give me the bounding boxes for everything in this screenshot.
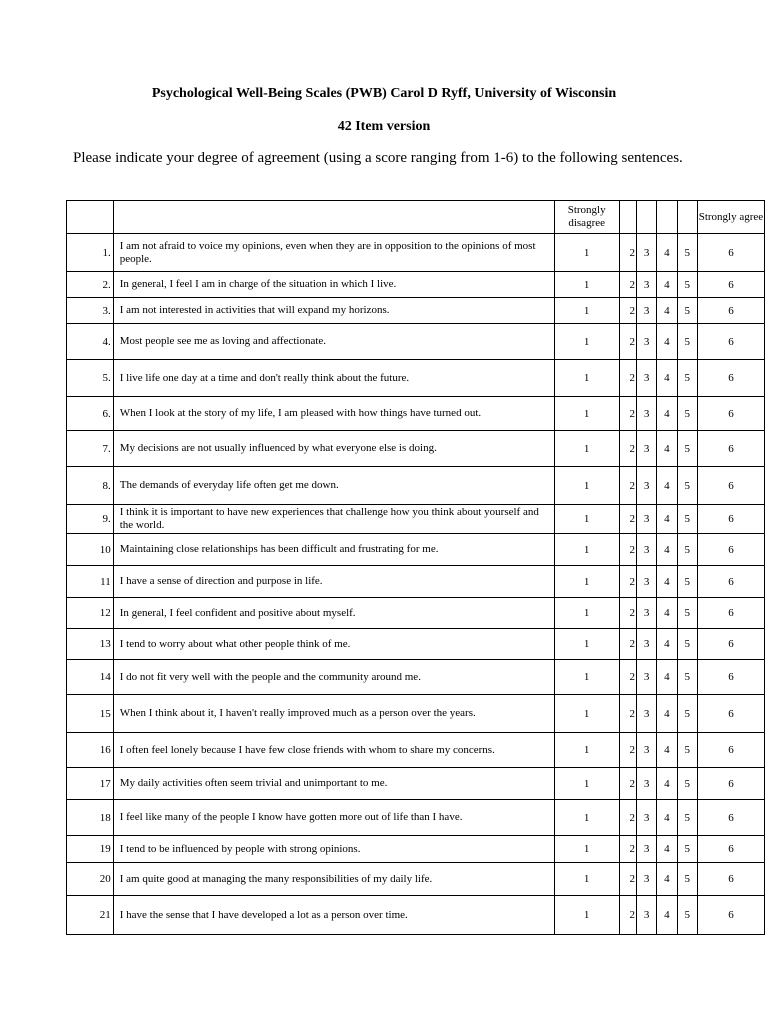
score-option-2[interactable]: 2: [619, 566, 636, 598]
score-option-3[interactable]: 3: [636, 298, 656, 324]
table-row: [67, 272, 765, 298]
score-option-1[interactable]: 1: [554, 272, 619, 298]
score-option-4[interactable]: 4: [657, 467, 677, 505]
item-statement: I have the sense that I have developed a lot as a person over time.: [113, 896, 554, 935]
item-statement: When I look at the story of my life, I am pleased with how things have turned out.: [113, 397, 554, 431]
score-option-3[interactable]: 3: [636, 660, 656, 695]
table-row: [67, 566, 765, 598]
item-statement: Most people see me as loving and affectionate.: [113, 324, 554, 360]
score-option-5[interactable]: 5: [677, 598, 697, 629]
item-statement: I do not fit very well with the people and the community around me.: [113, 660, 554, 695]
score-option-4[interactable]: 4: [657, 505, 677, 534]
score-option-6[interactable]: 6: [697, 234, 764, 272]
score-option-3[interactable]: 3: [636, 598, 656, 629]
table-row: [67, 733, 765, 768]
header-scale-3: [636, 201, 656, 234]
item-statement: In general, I feel confident and positive about myself.: [113, 598, 554, 629]
score-option-2[interactable]: 2: [619, 733, 636, 768]
score-option-5[interactable]: 5: [677, 768, 697, 800]
score-option-5[interactable]: 5: [677, 800, 697, 836]
header-number-cell: [67, 201, 114, 234]
score-option-2[interactable]: 2: [619, 505, 636, 534]
item-number: 20: [67, 863, 114, 896]
item-statement: Maintaining close relationships has been difficult and frustrating for me.: [113, 534, 554, 566]
table-row: [67, 598, 765, 629]
item-statement: I am not interested in activities that will expand my horizons.: [113, 298, 554, 324]
score-option-6[interactable]: 6: [697, 298, 764, 324]
score-option-2[interactable]: 2: [619, 360, 636, 397]
score-option-1[interactable]: 1: [554, 629, 619, 660]
survey-table: [66, 200, 765, 935]
item-statement: I think it is important to have new experiences that challenge how you think about yourself and the world.: [113, 505, 554, 534]
score-option-1[interactable]: 1: [554, 863, 619, 896]
score-option-4[interactable]: 4: [657, 397, 677, 431]
table-row: [67, 534, 765, 566]
item-number: 15: [67, 695, 114, 733]
score-option-6[interactable]: 6: [697, 505, 764, 534]
header-scale-4: [657, 201, 677, 234]
score-option-2[interactable]: 2: [619, 695, 636, 733]
item-number: 3.: [67, 298, 114, 324]
table-row: [67, 360, 765, 397]
score-option-6[interactable]: 6: [697, 896, 764, 935]
score-option-2[interactable]: 2: [619, 272, 636, 298]
score-option-1[interactable]: 1: [554, 360, 619, 397]
score-option-1[interactable]: 1: [554, 695, 619, 733]
score-option-2[interactable]: 2: [619, 598, 636, 629]
score-option-3[interactable]: 3: [636, 397, 656, 431]
header-statement-cell: [113, 201, 554, 234]
score-option-1[interactable]: 1: [554, 768, 619, 800]
score-option-6[interactable]: 6: [697, 733, 764, 768]
score-option-1[interactable]: 1: [554, 800, 619, 836]
instructions-text: Please indicate your degree of agreement (using a score ranging from 1-6) to the following sentences.: [73, 150, 683, 166]
item-number: 16: [67, 733, 114, 768]
score-option-3[interactable]: 3: [636, 733, 656, 768]
score-option-1[interactable]: 1: [554, 505, 619, 534]
item-statement: I am quite good at managing the many responsibilities of my daily life.: [113, 863, 554, 896]
item-statement: The demands of everyday life often get me down.: [113, 467, 554, 505]
table-row: [67, 695, 765, 733]
score-option-1[interactable]: 1: [554, 534, 619, 566]
score-option-6[interactable]: 6: [697, 863, 764, 896]
item-statement: I have a sense of direction and purpose in life.: [113, 566, 554, 598]
score-option-5[interactable]: 5: [677, 360, 697, 397]
score-option-4[interactable]: 4: [657, 695, 677, 733]
score-option-6[interactable]: 6: [697, 566, 764, 598]
score-option-6[interactable]: 6: [697, 431, 764, 467]
score-option-1[interactable]: 1: [554, 836, 619, 863]
item-statement: I tend to be influenced by people with strong opinions.: [113, 836, 554, 863]
item-statement: In general, I feel I am in charge of the situation in which I live.: [113, 272, 554, 298]
score-option-4[interactable]: 4: [657, 566, 677, 598]
score-option-5[interactable]: 5: [677, 431, 697, 467]
item-number: 7.: [67, 431, 114, 467]
survey-body: [67, 234, 765, 935]
score-option-5[interactable]: 5: [677, 397, 697, 431]
score-option-1[interactable]: 1: [554, 397, 619, 431]
table-row: [67, 431, 765, 467]
score-option-4[interactable]: 4: [657, 800, 677, 836]
item-number: 11: [67, 566, 114, 598]
score-option-5[interactable]: 5: [677, 733, 697, 768]
score-option-1[interactable]: 1: [554, 733, 619, 768]
score-option-3[interactable]: 3: [636, 234, 656, 272]
item-statement: I live life one day at a time and don't really think about the future.: [113, 360, 554, 397]
score-option-3[interactable]: 3: [636, 505, 656, 534]
score-option-6[interactable]: 6: [697, 598, 764, 629]
score-option-4[interactable]: 4: [657, 896, 677, 935]
score-option-5[interactable]: 5: [677, 234, 697, 272]
score-option-6[interactable]: 6: [697, 800, 764, 836]
score-option-3[interactable]: 3: [636, 360, 656, 397]
header-strongly-agree: Strongly agree: [697, 201, 764, 234]
score-option-1[interactable]: 1: [554, 324, 619, 360]
table-row: [67, 629, 765, 660]
score-option-6[interactable]: 6: [697, 467, 764, 505]
score-option-5[interactable]: 5: [677, 505, 697, 534]
table-row: [67, 505, 765, 534]
document-title: Psychological Well-Being Scales (PWB) Carol D Ryff, University of Wisconsin: [151, 86, 617, 101]
document-subtitle: 42 Item version: [337, 119, 431, 134]
score-option-4[interactable]: 4: [657, 863, 677, 896]
score-option-2[interactable]: 2: [619, 467, 636, 505]
score-option-1[interactable]: 1: [554, 298, 619, 324]
score-option-5[interactable]: 5: [677, 324, 697, 360]
table-row: [67, 397, 765, 431]
item-statement: I often feel lonely because I have few close friends with whom to share my concerns.: [113, 733, 554, 768]
item-number: 1.: [67, 234, 114, 272]
score-option-6[interactable]: 6: [697, 360, 764, 397]
score-option-2[interactable]: 2: [619, 397, 636, 431]
item-number: 19: [67, 836, 114, 863]
table-row: [67, 836, 765, 863]
score-option-2[interactable]: 2: [619, 534, 636, 566]
item-number: 18: [67, 800, 114, 836]
score-option-4[interactable]: 4: [657, 298, 677, 324]
score-option-4[interactable]: 4: [657, 534, 677, 566]
table-row: [67, 234, 765, 272]
score-option-3[interactable]: 3: [636, 768, 656, 800]
score-option-1[interactable]: 1: [554, 566, 619, 598]
table-row: [67, 660, 765, 695]
score-option-2[interactable]: 2: [619, 836, 636, 863]
table-row: [67, 298, 765, 324]
score-option-4[interactable]: 4: [657, 733, 677, 768]
score-option-3[interactable]: 3: [636, 324, 656, 360]
score-option-2[interactable]: 2: [619, 234, 636, 272]
score-option-3[interactable]: 3: [636, 431, 656, 467]
table-row: [67, 863, 765, 896]
score-option-5[interactable]: 5: [677, 660, 697, 695]
score-option-4[interactable]: 4: [657, 836, 677, 863]
score-option-2[interactable]: 2: [619, 431, 636, 467]
score-option-6[interactable]: 6: [697, 836, 764, 863]
score-option-3[interactable]: 3: [636, 629, 656, 660]
score-option-6[interactable]: 6: [697, 324, 764, 360]
score-option-5[interactable]: 5: [677, 863, 697, 896]
score-option-3[interactable]: 3: [636, 272, 656, 298]
score-option-5[interactable]: 5: [677, 467, 697, 505]
item-number: 13: [67, 629, 114, 660]
score-option-4[interactable]: 4: [657, 234, 677, 272]
score-option-2[interactable]: 2: [619, 660, 636, 695]
score-option-3[interactable]: 3: [636, 566, 656, 598]
score-option-3[interactable]: 3: [636, 836, 656, 863]
score-option-5[interactable]: 5: [677, 896, 697, 935]
item-number: 10: [67, 534, 114, 566]
score-option-6[interactable]: 6: [697, 768, 764, 800]
item-number: 14: [67, 660, 114, 695]
score-option-2[interactable]: 2: [619, 298, 636, 324]
item-statement: I tend to worry about what other people think of me.: [113, 629, 554, 660]
score-option-1[interactable]: 1: [554, 896, 619, 935]
score-option-6[interactable]: 6: [697, 629, 764, 660]
item-statement: I feel like many of the people I know have gotten more out of life than I have.: [113, 800, 554, 836]
item-statement: My daily activities often seem trivial and unimportant to me.: [113, 768, 554, 800]
score-option-6[interactable]: 6: [697, 272, 764, 298]
item-number: 6.: [67, 397, 114, 431]
score-option-3[interactable]: 3: [636, 695, 656, 733]
score-option-2[interactable]: 2: [619, 324, 636, 360]
score-option-4[interactable]: 4: [657, 431, 677, 467]
score-option-1[interactable]: 1: [554, 598, 619, 629]
table-header-row: [67, 201, 765, 234]
score-option-5[interactable]: 5: [677, 836, 697, 863]
score-option-4[interactable]: 4: [657, 272, 677, 298]
item-number: 8.: [67, 467, 114, 505]
score-option-4[interactable]: 4: [657, 324, 677, 360]
score-option-3[interactable]: 3: [636, 467, 656, 505]
score-option-3[interactable]: 3: [636, 800, 656, 836]
score-option-4[interactable]: 4: [657, 660, 677, 695]
item-number: 21: [67, 896, 114, 935]
score-option-5[interactable]: 5: [677, 534, 697, 566]
score-option-5[interactable]: 5: [677, 566, 697, 598]
score-option-1[interactable]: 1: [554, 431, 619, 467]
table-row: [67, 896, 765, 935]
score-option-3[interactable]: 3: [636, 896, 656, 935]
table-row: [67, 800, 765, 836]
score-option-5[interactable]: 5: [677, 298, 697, 324]
item-statement: My decisions are not usually influenced by what everyone else is doing.: [113, 431, 554, 467]
score-option-6[interactable]: 6: [697, 660, 764, 695]
score-option-2[interactable]: 2: [619, 800, 636, 836]
header-scale-2: [619, 201, 636, 234]
score-option-2[interactable]: 2: [619, 768, 636, 800]
item-statement: When I think about it, I haven't really improved much as a person over the years.: [113, 695, 554, 733]
item-number: 5.: [67, 360, 114, 397]
score-option-5[interactable]: 5: [677, 629, 697, 660]
table-row: [67, 467, 765, 505]
score-option-4[interactable]: 4: [657, 598, 677, 629]
item-number: 9.: [67, 505, 114, 534]
score-option-3[interactable]: 3: [636, 534, 656, 566]
item-number: 4.: [67, 324, 114, 360]
score-option-4[interactable]: 4: [657, 360, 677, 397]
score-option-2[interactable]: 2: [619, 629, 636, 660]
score-option-1[interactable]: 1: [554, 467, 619, 505]
score-option-4[interactable]: 4: [657, 629, 677, 660]
score-option-5[interactable]: 5: [677, 695, 697, 733]
score-option-4[interactable]: 4: [657, 768, 677, 800]
score-option-2[interactable]: 2: [619, 863, 636, 896]
score-option-3[interactable]: 3: [636, 863, 656, 896]
header-strongly-disagree: Strongly disagree: [554, 201, 619, 234]
header-scale-5: [677, 201, 697, 234]
table-row: [67, 768, 765, 800]
item-number: 2.: [67, 272, 114, 298]
score-option-5[interactable]: 5: [677, 272, 697, 298]
score-option-6[interactable]: 6: [697, 397, 764, 431]
score-option-6[interactable]: 6: [697, 534, 764, 566]
score-option-6[interactable]: 6: [697, 695, 764, 733]
item-number: 12: [67, 598, 114, 629]
score-option-1[interactable]: 1: [554, 234, 619, 272]
score-option-2[interactable]: 2: [619, 896, 636, 935]
item-number: 17: [67, 768, 114, 800]
table-row: [67, 324, 765, 360]
score-option-1[interactable]: 1: [554, 660, 619, 695]
item-statement: I am not afraid to voice my opinions, even when they are in opposition to the opinions of most people.: [113, 234, 554, 272]
